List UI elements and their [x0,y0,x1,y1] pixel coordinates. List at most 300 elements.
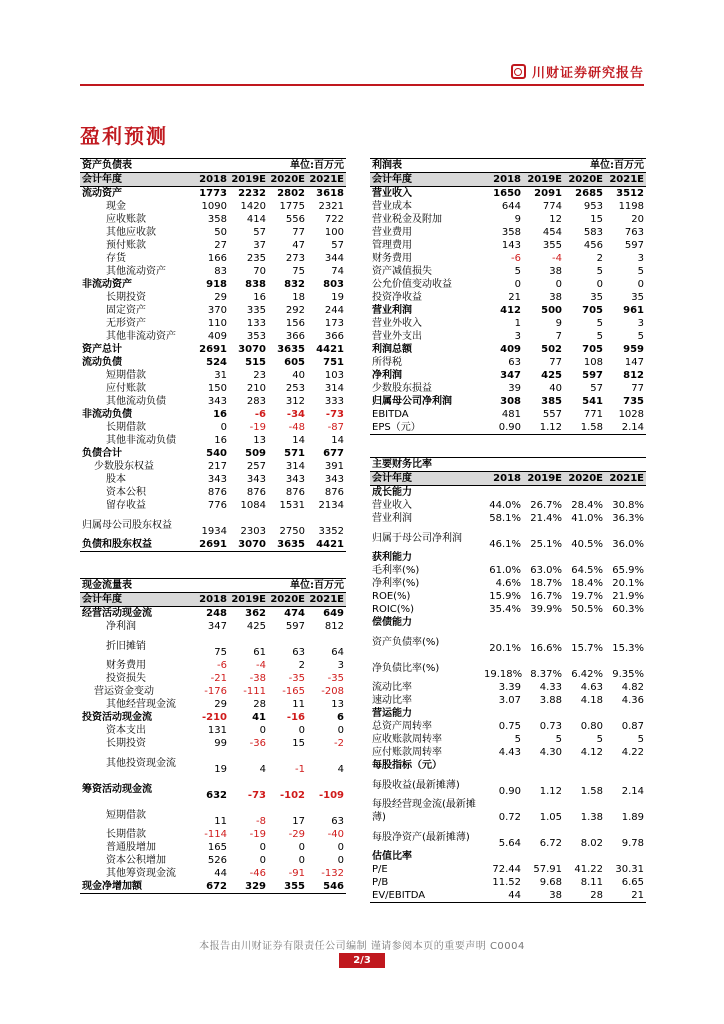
row-value: 72.44 [492,864,521,875]
row-value: 644 [501,201,521,212]
row-value: -132 [321,868,344,879]
row-label: 营业费用 [372,227,412,238]
row-label: 负债和股东权益 [80,538,190,552]
row-value: 1650 [493,188,521,199]
row-value: 210 [246,383,266,394]
row-label: 营业利润 [372,305,412,316]
table-row [370,525,646,551]
row-label: 营业成本 [372,201,412,212]
section-row [370,759,646,772]
row-value: 19.18% [484,669,523,680]
row-value: 771 [583,409,604,420]
row-value: 2321 [318,201,344,212]
row-label: 净利率(%) [372,578,420,589]
row-value: 166 [207,253,227,264]
row-value: 2802 [277,188,305,199]
row-value: 30.31 [615,864,645,875]
row-value: 605 [284,357,305,368]
row-value: 8.11 [580,877,604,888]
row-value: 11 [292,699,305,710]
row-label: 固定资产 [106,305,146,316]
row-value: 70 [253,266,266,277]
section-row [370,616,646,629]
year-header-row [370,173,646,187]
year-header: 2018 [190,173,229,187]
row-value: 358 [501,227,521,238]
row-value: 38 [523,889,564,903]
row-value: 28 [253,699,266,710]
row-label: 营业收入 [372,500,412,511]
table-title-row [80,159,346,173]
row-value: 876 [324,487,344,498]
row-value: 257 [246,461,266,472]
row-value: 812 [324,621,344,632]
row-value: 347 [500,370,521,381]
balance-sheet-table [80,158,346,552]
row-value: 2134 [318,500,344,511]
row-label: 所得税 [372,357,402,368]
row-value: 556 [285,214,305,225]
row-value: -6 [511,253,521,264]
row-value: 31 [214,370,227,381]
unit-label: 单位:百万元 [564,159,646,173]
row-value: -114 [204,829,227,840]
row-label: 利润总额 [372,344,412,355]
row-label: 资本公积增加 [106,855,166,866]
table-row [80,460,346,473]
year-header: 2021E [605,173,646,187]
row-value: 0 [259,855,266,866]
row-value: 6 [337,712,344,723]
row-value: 0.90 [482,421,523,435]
row-value: 4 [259,764,266,775]
year-header-label: 会计年度 [80,593,190,607]
row-value: -111 [243,686,266,697]
row-value: 812 [623,370,645,381]
row-label: 资本公积 [106,487,146,498]
table-row [370,629,646,655]
row-value: 9.35% [612,669,645,680]
row-value: 412 [500,305,521,316]
row-value: 3.88 [539,695,563,706]
table-row [80,278,346,291]
row-value: 838 [245,279,266,290]
table-row [370,330,646,343]
row-label: 每股净资产(最新摊薄) [372,831,470,843]
row-value: -91 [288,868,305,879]
year-header: 2020E [564,173,605,187]
row-value: 15.3% [612,643,645,654]
row-label: 财务费用 [372,253,412,264]
row-value: 40 [292,370,305,381]
row-value: -210 [201,712,227,723]
table-row [80,473,346,486]
table-row [80,698,346,711]
row-label: 资本支出 [106,725,146,736]
row-label: 其他筹资现金流 [106,868,176,879]
row-value: -35 [327,673,344,684]
row-value: 409 [500,344,521,355]
row-value: 0 [220,422,227,433]
row-value: 13 [253,435,266,446]
row-value: 9.68 [539,877,563,888]
row-value: 335 [246,305,266,316]
row-value: 0.75 [498,721,521,732]
row-value: 14 [292,435,305,446]
row-value: 0.87 [621,721,645,732]
row-label: 短期借款 [106,370,146,381]
unit-label: 单位:百万元 [268,579,346,593]
table-row [80,776,346,802]
row-value: 283 [246,396,266,407]
table-row [80,200,346,213]
row-value: 571 [284,448,305,459]
row-value: 11.52 [492,877,521,888]
table-row [80,486,346,499]
row-value: 35 [631,292,645,303]
row-value: 1028 [618,409,645,420]
row-value: 5 [637,734,645,745]
section-row [370,850,646,863]
year-header: 2018 [190,593,229,607]
row-value: 454 [542,227,563,238]
table-row [80,291,346,304]
table-row [80,607,346,621]
row-value: -19 [249,829,266,840]
row-value: 370 [207,305,227,316]
row-label: 长期投资 [106,292,146,303]
footer-disclaimer: 本报告由川财证券有限责任公司编制 谨请参阅本页的重要声明 C0004 [199,941,525,952]
row-value: 3 [637,253,645,264]
row-value: 75 [292,266,305,277]
row-label: 其他经营现金流 [106,699,176,710]
row-value: 343 [324,474,344,485]
row-value: 292 [285,305,305,316]
row-value: 953 [583,201,604,212]
row-value: 63 [292,647,305,658]
row-value: 774 [542,201,563,212]
row-label: 投资净收益 [372,292,422,303]
year-header: 2018 [482,472,523,486]
row-value: 524 [206,357,227,368]
row-value: 1531 [279,500,305,511]
row-value: 1.38 [580,812,604,823]
row-value: -19 [249,422,266,433]
row-value: -29 [288,829,305,840]
row-value: 2685 [575,188,604,199]
row-value: 366 [285,331,305,342]
row-label: 非流动资产 [82,279,132,290]
row-value: 0.73 [539,721,563,732]
row-value: 18.7% [530,578,563,589]
row-value: 58.1% [489,513,521,524]
row-value: 77 [549,357,563,368]
year-header: 2019E [523,173,564,187]
table-row [370,421,646,435]
row-value: 28.4% [571,500,604,511]
row-label: 净利润 [372,370,402,381]
table-row [80,304,346,317]
row-value: 5 [514,266,521,277]
year-header: 2021E [307,593,346,607]
row-value: 314 [324,383,344,394]
row-value: 165 [207,842,227,853]
row-label: 偿债能力 [372,617,412,628]
row-value: 557 [542,409,563,420]
row-value: 35 [590,292,604,303]
row-value: 77 [292,227,305,238]
table-title: 利润表 [370,159,564,173]
row-value: 19.7% [571,591,604,602]
row-label: 公允价值变动收益 [372,279,452,290]
row-value: 40.5% [571,539,604,550]
row-value: 244 [324,305,344,316]
row-value: 0 [555,279,563,290]
header-divider [80,84,644,86]
year-header-row [370,472,646,486]
row-value: 2303 [240,526,266,537]
table-row [80,356,346,369]
row-value: 14 [331,435,344,446]
row-label: EV/EBITDA [370,889,482,903]
row-value: 61.0% [489,565,521,576]
page-header [80,60,644,84]
row-value: 21 [605,889,646,903]
table-row [80,750,346,776]
row-value: 312 [285,396,305,407]
row-value: 60.3% [612,604,645,615]
table-row [370,291,646,304]
year-header: 2020E [564,472,605,486]
brand [511,62,644,81]
row-value: 876 [285,487,305,498]
income-statement-table [370,158,646,435]
table-row [80,408,346,421]
row-value: -4 [256,660,266,671]
row-value: 248 [206,608,227,619]
row-value: 425 [246,621,266,632]
row-value: 133 [246,318,266,329]
table-row [80,382,346,395]
table-row [80,343,346,356]
row-value: 50.5% [571,604,604,615]
row-label: EPS（元） [370,421,482,435]
row-value: 1.58 [580,786,604,797]
row-value: 2750 [279,526,305,537]
table-row [80,434,346,447]
table-title-row [80,579,346,593]
row-value: 515 [245,357,266,368]
row-value: -46 [249,868,266,879]
table-row [370,876,646,889]
row-value: 16.7% [530,591,563,602]
row-value: 500 [541,305,563,316]
row-value: 456 [583,240,604,251]
row-value: 1.89 [621,812,645,823]
row-value: 5 [596,734,604,745]
row-value: 343 [246,474,266,485]
row-label: 流动资产 [82,188,122,199]
row-value: 64.5% [571,565,604,576]
row-value: 173 [324,318,344,329]
row-label: 营业税金及附加 [372,214,442,225]
row-value: 314 [285,461,305,472]
row-value: 0 [337,842,344,853]
row-value: 29 [214,699,227,710]
row-label: 其他投资现金流 [106,757,176,769]
row-value: 0 [298,842,305,853]
row-value: 0.80 [580,721,604,732]
row-value: 65.9% [612,565,645,576]
row-value: 876 [207,487,227,498]
table-row [80,239,346,252]
row-value: -87 [327,422,344,433]
row-value: 46.1% [489,539,521,550]
row-value: 5 [555,734,563,745]
row-value: 39 [508,383,521,394]
row-value: 763 [624,227,645,238]
table-row [370,824,646,850]
table-row [80,685,346,698]
row-value: 36.0% [612,539,645,550]
table-row [370,226,646,239]
row-label: 投资活动现金流 [82,712,152,723]
row-value: 63 [508,357,521,368]
row-value: -6 [254,409,266,420]
row-label: 流动负债 [82,357,122,368]
table-row [80,672,346,685]
row-label: 存货 [106,253,126,264]
row-value: 2691 [190,538,229,552]
row-value: 15 [590,214,604,225]
row-value: 333 [324,396,344,407]
row-value: 366 [324,331,344,342]
row-value: 4421 [316,344,344,355]
row-value: 546 [307,880,346,894]
row-value: 6.72 [539,838,563,849]
row-value: 343 [207,396,227,407]
table-row [370,304,646,317]
row-value: 391 [324,461,344,472]
table-row [80,737,346,750]
row-value: 4.63 [580,682,604,693]
row-value: 722 [324,214,344,225]
row-value: 347 [207,621,227,632]
table-row [370,577,646,590]
row-value: -4 [552,253,563,264]
row-value: -40 [327,829,344,840]
row-value: 57 [253,227,266,238]
row-label: 每股经营现金流(最新摊薄) [372,799,476,823]
row-value: 75 [214,647,227,658]
row-value: 4.33 [539,682,563,693]
row-value: -176 [204,686,227,697]
row-value: 0 [259,842,266,853]
row-value: 63.0% [530,565,563,576]
row-value: 959 [623,344,645,355]
row-label: 归属母公司股东权益 [82,519,172,531]
row-value: 37 [253,240,266,251]
row-value: 150 [207,383,227,394]
row-value: 41.22 [574,864,604,875]
table-row [80,395,346,408]
row-value: 15.9% [489,591,521,602]
row-value: 0 [259,725,266,736]
table-row [80,330,346,343]
table-row [80,226,346,239]
row-value: -102 [279,790,305,801]
row-label: 每股收益(最新摊薄) [372,779,460,791]
row-value: 30.8% [612,500,645,511]
year-header-label: 会计年度 [370,472,482,486]
row-value: 5 [596,266,604,277]
row-value: 2232 [238,188,266,199]
row-value: 343 [207,474,227,485]
row-label: 营运能力 [372,708,412,719]
row-value: 15 [292,738,305,749]
row-value: 362 [245,608,266,619]
table-row [370,252,646,265]
table-row [80,828,346,841]
row-value: 3618 [316,188,344,199]
row-value: 751 [323,357,344,368]
row-value: 1773 [199,188,227,199]
row-label: 无形资产 [106,318,146,329]
table-row [370,395,646,408]
row-label: 预付账款 [106,240,146,251]
row-value: -109 [318,790,344,801]
year-header: 2019E [229,173,268,187]
row-value: 99 [214,738,227,749]
table-row [370,356,646,369]
table-row [370,278,646,291]
row-label: ROE(%) [372,591,411,602]
table-row [370,772,646,798]
row-value: 3 [337,660,344,671]
table-row [370,512,646,525]
row-value: 44 [214,868,227,879]
table-title: 资产负债表 [80,159,268,173]
row-value: 5 [596,331,604,342]
row-value: 27 [214,240,227,251]
table-row [370,317,646,330]
row-value: 41.0% [571,513,604,524]
table-row [370,369,646,382]
table-row [80,867,346,880]
row-value: 25.1% [530,539,563,550]
row-value: 425 [541,370,563,381]
row-value: 597 [624,240,645,251]
year-header-label: 会计年度 [370,173,482,187]
row-label: P/B [372,877,389,888]
row-value: 597 [285,621,305,632]
unit-label: 单位:百万元 [268,159,346,173]
row-label: 应收账款周转率 [372,734,442,745]
row-value: 20.1% [612,578,645,589]
brand-name: 川财证券研究报告 [531,66,644,81]
row-value: 0 [596,279,604,290]
row-value: 0 [298,725,305,736]
row-value: 217 [207,461,227,472]
table-row [80,633,346,659]
row-value: 28 [564,889,605,903]
row-label: 现金净增加额 [80,880,190,894]
company-logo-icon [511,64,526,79]
row-value: 4.12 [580,747,604,758]
row-label: 流动比率 [372,682,412,693]
table-row [370,343,646,356]
row-value: 40 [549,383,563,394]
